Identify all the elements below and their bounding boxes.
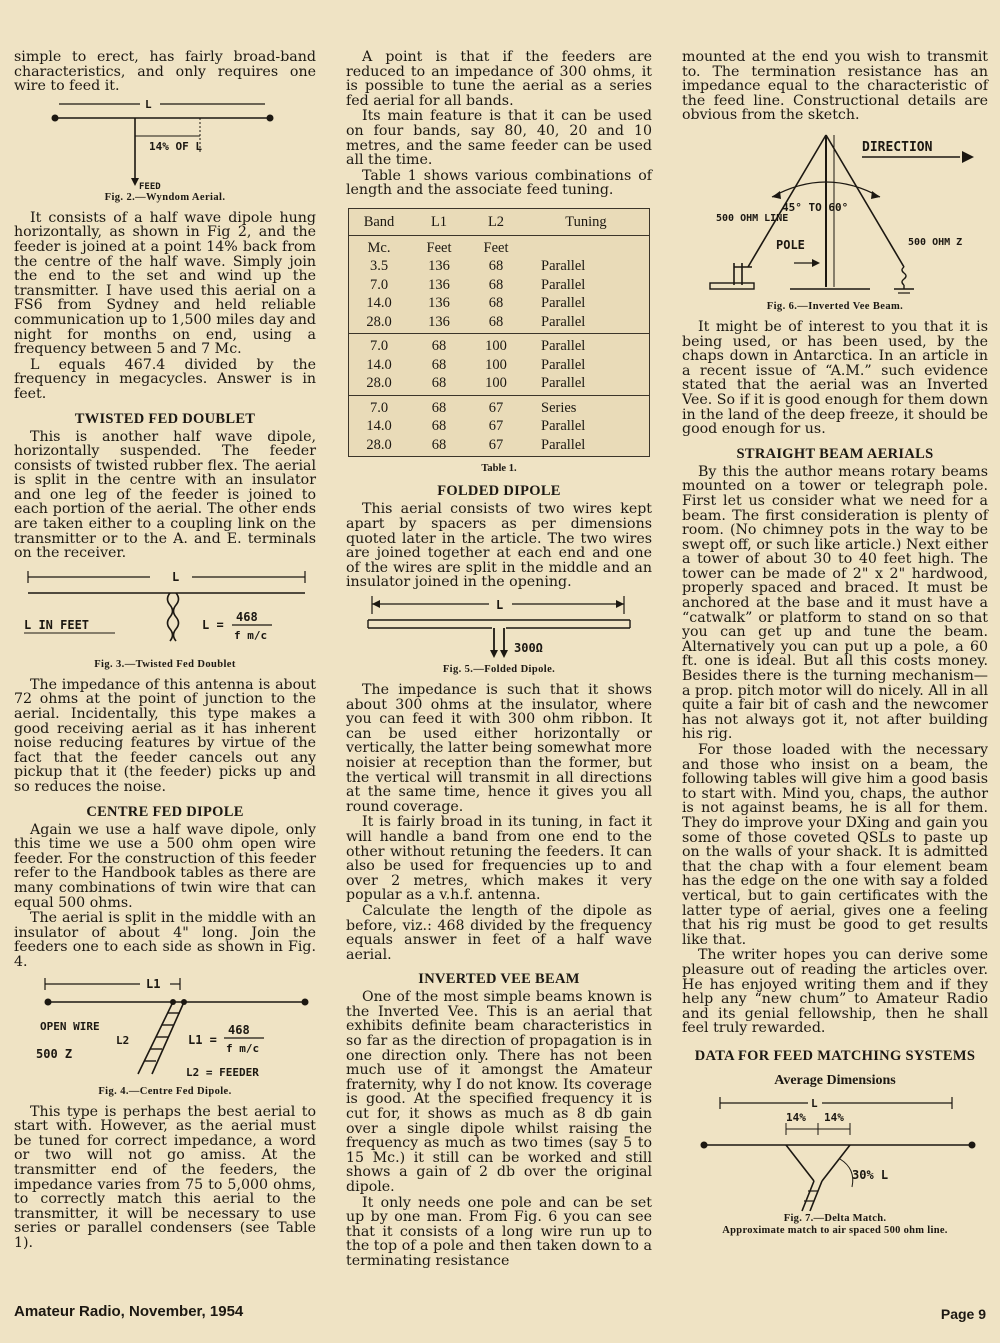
fig4-label-l1: L1	[146, 976, 161, 991]
table-header: L1	[430, 213, 448, 230]
figure-caption: Fig. 6.—Inverted Vee Beam.	[766, 300, 904, 312]
fig4-formula-num: 468	[228, 1022, 250, 1037]
subheading: Average Dimensions	[774, 1072, 896, 1088]
fig6-label-pole: POLE	[776, 237, 805, 252]
fig2-label-pct: 14% OF L	[149, 139, 202, 153]
table-cell: 67	[488, 399, 504, 416]
fig5-label-300: 300Ω	[514, 641, 543, 655]
table-cell: Parallel	[541, 276, 586, 293]
section-heading: INVERTED VEE BEAM	[418, 971, 580, 988]
table-cell: Parallel	[541, 375, 586, 392]
table-cell: 68	[431, 338, 447, 355]
column-1	[14, 50, 316, 1251]
table-cell: Parallel	[541, 436, 586, 453]
table-row	[349, 313, 649, 332]
section-heading: FOLDED DIPOLE	[437, 483, 561, 500]
table-header: Band	[363, 213, 395, 230]
table-units-row	[349, 239, 649, 258]
table-cell: 136	[428, 276, 450, 293]
table-cell: 136	[428, 258, 450, 275]
table-cell: 68	[431, 375, 447, 392]
table-cell: 3.5	[369, 258, 389, 275]
figure-6-inverted-vee-beam	[690, 127, 980, 299]
table-cell: 68	[488, 276, 504, 293]
table-cell: 68	[431, 356, 447, 373]
table-cell: 68	[488, 258, 504, 275]
figure-5-folded-dipole	[364, 594, 634, 662]
table-cell: Parallel	[541, 295, 586, 312]
figure-caption: Fig. 3.—Twisted Fed Doublet	[94, 658, 236, 670]
table-cell: 7.0	[369, 399, 389, 416]
table-row	[349, 294, 649, 313]
fig4-label-open-wire: OPEN WIRE	[40, 1019, 100, 1033]
paragraph: L equals 467.4 divided by the frequency in megacycles. Answer is in feet.	[14, 356, 316, 402]
footer-publication: Amateur Radio, November, 1954	[14, 1303, 244, 1320]
fig3-label-l: L	[172, 569, 180, 584]
table-unit: Mc.	[367, 239, 391, 256]
table-cell: Parallel	[541, 418, 586, 435]
fig6-label-direction: DIRECTION	[862, 139, 933, 155]
table-group	[349, 334, 649, 396]
figure-4-centre-fed-dipole	[20, 974, 310, 1084]
fig6-label-angle: 45° TO 60°	[782, 200, 849, 214]
table-cell: 67	[488, 436, 504, 453]
figure-2-wyndom-aerial	[25, 98, 305, 190]
paragraph: The impedance of this antenna is about 72 ohms at the point of junction to the aerial. Incidentally, this type makes a good receiving aerial as it has inherent noise reducing features by virtue of the fact that the feeder cancels out any pickup that it (the feeder) picks up and so reduces the noise.	[14, 676, 316, 795]
fig7-label-30: 30% L	[852, 1167, 889, 1182]
table-header: L2	[487, 213, 505, 230]
table-cell: Parallel	[541, 338, 586, 355]
table-cell: 7.0	[369, 338, 389, 355]
table-row	[349, 337, 649, 356]
table-cell: Series	[541, 399, 577, 416]
figure-caption: Fig. 2.—Wyndom Aerial.	[104, 191, 226, 203]
figure-caption: Approximate match to air spaced 500 ohm line.	[722, 1224, 948, 1236]
section-heading: STRAIGHT BEAM AERIALS	[736, 445, 934, 462]
table-group	[349, 236, 649, 335]
fig4-formula-l1: L1 =	[188, 1032, 217, 1047]
fig3-label-feet: L IN FEET	[24, 617, 90, 632]
fig7-label-l: L	[811, 1096, 818, 1110]
table-cell: 14.0	[366, 418, 392, 435]
table-unit	[523, 239, 649, 258]
table-cell: 28.0	[366, 436, 392, 453]
figure-caption: Fig. 5.—Folded Dipole.	[442, 664, 556, 675]
table-cell: Parallel	[541, 313, 586, 330]
fig2-label-l: L	[145, 97, 152, 111]
table-cell: 100	[485, 375, 507, 392]
table-group	[349, 396, 649, 457]
paragraph: By this the author means rotary beams mounted on a tower or telegraph pole. First let us consider what we need for a beam. The first consideration is plenty of room. (No chimney pots in the way to be swept off, or such like article.) Next either a tower of about 30 to 40 feet high. The tower can be made of 2" x 2" hardwood, properly spaced and braced. It must be anchored at the base and it must have a “catwalk” or platform to stand on so that you can get up and tune the beam. Alternatively you can put up a pole, a 60 ft. one is ideal. But all this costs money. Besides there is the turning mechanism—a prop. pitch motor will do nicely. All in all quite a fair bit of cash and the newcomer has not always got it, not after building his rig.	[682, 463, 988, 743]
paragraph: mounted at the end you wish to transmit to. The termination resistance has an impedance equal to the characteristic of the feed line. Constructional details are obvious from the sketch.	[682, 49, 988, 124]
table-cell: 14.0	[366, 356, 392, 373]
table-cell: 136	[428, 313, 450, 330]
table-row	[349, 374, 649, 393]
table-cell: 100	[485, 356, 507, 373]
paragraph: Table 1 shows various combinations of length and the associate feed tuning.	[346, 167, 652, 199]
paragraph: For those loaded with the necessary and those who insist on a beam, the following tables will give him a good basis to start with. Mind you, chaps, the author is not against beams, he is all for them. They do improve your DXing and gain you some of those coveted QSLs to paste up on the walls of your shack. It is admitted that the chap with a four element beam has the edge on the one with say a folded vertical, but to gain certificates with the latter type of aerial, gives one a feeling that his rig must be good to get results like that.	[682, 742, 988, 948]
section-heading: DATA FOR FEED MATCHING SYSTEMS	[694, 1047, 976, 1064]
table-cell: 68	[431, 436, 447, 453]
table-cell: 67	[488, 418, 504, 435]
figure-caption: Fig. 7.—Delta Match.	[783, 1212, 887, 1224]
paragraph: This aerial consists of two wires kept apart by spacers as per dimensions quoted later in the article. The two wires are joined together at each end and one of the wires are split in the middle and an insulator joined in the opening.	[346, 501, 652, 591]
table-row	[349, 436, 649, 455]
fig4-formula-den: f m/c	[226, 1041, 260, 1055]
fig3-formula-l: L =	[202, 617, 224, 632]
paragraph: One of the most simple beams known is the Inverted Vee. This is an aerial that exhibits definite beam characteristics in so far as the direction of propagation is in one direction only. There has not been much use of it amongst the Amateur fraternity, why I do not know. Its coverage is good. At the specified frequency it is cut for, it shows as much as 8 db gain over a single dipole whilst raising the frequency as much as two times (say 5 to 15 Mc.) it still can be worked and still shows a gain of 2 db over the original dipole.	[346, 989, 652, 1195]
section-heading: CENTRE FED DIPOLE	[86, 803, 244, 820]
column-3	[682, 50, 988, 1237]
paragraph: It only needs one pole and can be set up by one man. From Fig. 6 you can see that it consists of a long wire run up to the top of a pole and then taken down to a terminating resistance	[346, 1194, 652, 1269]
table-header: Tuning	[565, 213, 607, 230]
paragraph: It consists of a half wave dipole hung horizontally, as shown in Fig 2, and the feeder is joined at a point 14% back from the centre of the half wave. Simply join the end to the set and wind up the transmitter. I have used this aerial on a FS6 from Sydney and held reliable communication up to 1,500 miles day and night for months on end, using a frequency between 5 and 7 Mc.	[14, 209, 316, 358]
fig3-formula-den: f m/c	[234, 628, 268, 642]
figure-7-delta-match	[690, 1093, 980, 1213]
table-header-row	[349, 209, 649, 236]
table-1	[348, 208, 650, 458]
table-cell: 7.0	[369, 276, 389, 293]
fig2-label-feed: FEED	[139, 181, 161, 190]
fig6-label-500-line: 500 OHM LINE	[716, 212, 789, 224]
paragraph: It is fairly broad in its tuning, in fact it will handle a band from one end to the other without retuning the feeders. It can also be used for frequencies up to and over 2 metres, which makes it very popular as a v.h.f. antenna.	[346, 814, 652, 904]
table-cell: 14.0	[366, 295, 392, 312]
table-cell: 28.0	[366, 313, 392, 330]
table-cell: 136	[428, 295, 450, 312]
fig7-label-14b: 14%	[824, 1110, 844, 1124]
fig7-label-14a: 14%	[786, 1110, 806, 1124]
footer-page-number: Page 9	[940, 1306, 986, 1322]
table-unit: Feet	[483, 239, 509, 256]
table-row	[349, 417, 649, 436]
paragraph: Its main feature is that it can be used on four bands, say 80, 40, 20 and 10 metres, and the same feeder can be used all the time.	[346, 108, 652, 169]
table-row	[349, 356, 649, 375]
table-cell: 68	[488, 313, 504, 330]
figure-3-twisted-fed-doublet	[20, 565, 310, 657]
fig4-label-feeder: L2 = FEEDER	[186, 1065, 259, 1079]
table-row	[349, 276, 649, 295]
table-row	[349, 257, 649, 276]
table-cell: 68	[431, 399, 447, 416]
table-cell: Parallel	[541, 258, 586, 275]
paragraph: This is another half wave dipole, horizontally suspended. The feeder consists of twisted rubber flex. The aerial is split in the centre with an insulator and one leg of the feeder is joined to each portion of the aerial. The other ends are taken either to a coupling link on the transmitter or to the A. and E. terminals on the receiver.	[14, 428, 316, 562]
table-cell: 100	[485, 338, 507, 355]
table-cell: Parallel	[541, 356, 586, 373]
paragraph: It might be of interest to you that it is being used, or has been used, by the chaps down in Antarctica. In an article in a recent issue of “A.M.” such evidence stated that the aerial was an Inverted Vee. So if it is good enough for them down in the land of the deep freeze, it should be good enough for us.	[682, 318, 988, 438]
paragraph: A point is that if the feeders are reduced to an impedance of 300 ohms, it is possible to tune the aerial as a series fed aerial for all bands.	[346, 49, 652, 109]
table-cell: 68	[431, 418, 447, 435]
column-2	[346, 50, 652, 1270]
paragraph: Calculate the length of the dipole as before, viz.: 468 divided by the frequency equals answer in feet of a half wave aerial.	[346, 902, 652, 963]
table-cell: 68	[488, 295, 504, 312]
paragraph: The aerial is split in the middle with an insulator of about 4" long. Join the feeders one to each side as shown in Fig. 4.	[14, 910, 316, 970]
paragraph: This type is perhaps the best aerial to start with. However, as the aerial must be tuned for correct impedance, a word or two will not go amiss. At the transmitter end of the feeders, the impedance varies from 75 to 5,000 ohms, to correctly match this aerial to the transmitter, it will be necessary to use series or parallel condensers (see Table 1).	[14, 1103, 316, 1251]
fig5-label-l: L	[496, 598, 504, 612]
paragraph: The impedance is such that it shows about 300 ohms at the insulator, where you can feed it with 300 ohm ribbon. It can be used either horizontally or vertically, the latter being somewhat more noisier at reception than the former, but the vertical will transmit in all directions at the same time, hence it gives you all round coverage.	[346, 682, 652, 815]
paragraph: simple to erect, has fairly broad-band characteristics, and only requires one wire to feed it.	[14, 49, 316, 95]
fig4-label-l2: L2	[116, 1033, 130, 1047]
fig6-label-500-z: 500 OHM Z	[908, 236, 963, 248]
table-row	[349, 399, 649, 418]
figure-caption: Fig. 4.—Centre Fed Dipole.	[98, 1085, 232, 1097]
table-cell: 28.0	[366, 375, 392, 392]
paragraph: The writer hopes you can derive some pleasure out of reading the articles over. He has enjoyed writing them and if they help any “new chum” to Amateur Radio and its genial fellowship, then he shall feel truly rewarded.	[682, 947, 988, 1037]
table-unit: Feet	[426, 239, 452, 256]
paragraph: Again we use a half wave dipole, only this time we use a 500 ohm open wire feeder. For the construction of this feeder refer to the Handbook tables as there are many combinations of twin wire that can equal 500 ohms.	[14, 821, 316, 911]
fig3-formula-num: 468	[236, 609, 258, 624]
section-heading: TWISTED FED DOUBLET	[74, 410, 256, 427]
table-caption: Table 1.	[481, 463, 517, 475]
fig4-label-500z: 500 Z	[36, 1046, 73, 1061]
